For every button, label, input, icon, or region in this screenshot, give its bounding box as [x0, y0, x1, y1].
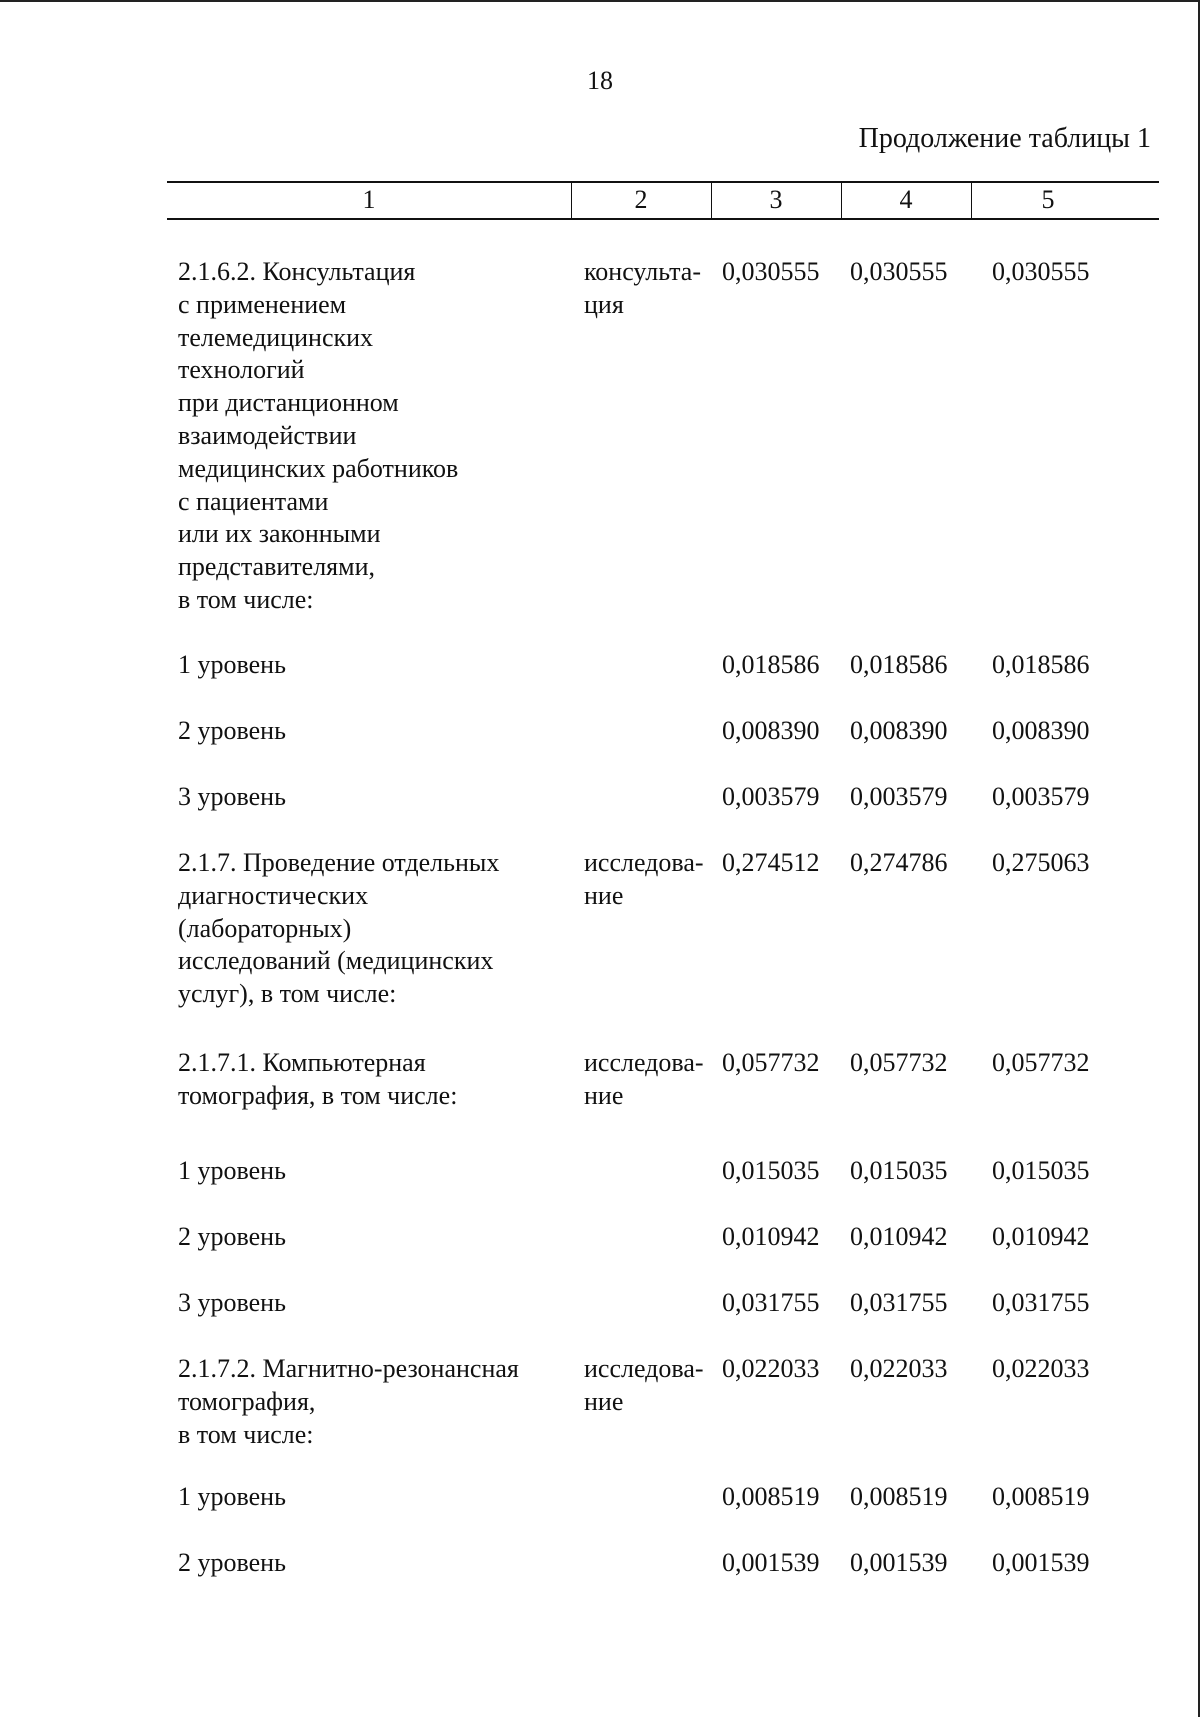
column-divider	[971, 183, 972, 218]
row-unit: исследова- ние	[584, 1354, 704, 1416]
row-value-3: 0,031755	[722, 1288, 820, 1317]
row-name: 1 уровень	[178, 1156, 286, 1185]
table-row	[167, 1221, 1159, 1287]
row-value-3: 0,015035	[722, 1156, 820, 1185]
row-value-3: 0,030555	[722, 257, 820, 286]
row-value-4: 0,008519	[850, 1482, 948, 1511]
column-header-1: 1	[362, 185, 376, 214]
row-value-4: 0,057732	[850, 1048, 948, 1077]
column-divider	[711, 183, 712, 218]
table-continuation-label: Продолжение таблицы 1	[858, 123, 1151, 154]
column-header-5: 5	[1041, 185, 1055, 214]
row-value-3: 0,008519	[722, 1482, 820, 1511]
row-value-5: 0,030555	[992, 257, 1090, 286]
row-value-4: 0,001539	[850, 1548, 948, 1577]
row-value-4: 0,031755	[850, 1288, 948, 1317]
row-value-3: 0,022033	[722, 1354, 820, 1383]
row-name: 1 уровень	[178, 650, 286, 679]
column-divider	[571, 183, 572, 218]
row-unit: исследова- ние	[584, 848, 704, 910]
row-name: 3 уровень	[178, 782, 286, 811]
row-name: 2.1.7.2. Магнитно-резонансная томография, в том числе:	[178, 1354, 519, 1449]
table-row	[167, 1155, 1159, 1221]
row-value-5: 0,057732	[992, 1048, 1090, 1077]
column-divider	[841, 183, 842, 218]
table-row	[167, 715, 1159, 781]
row-name: 2 уровень	[178, 1548, 286, 1577]
table-row	[167, 1353, 1159, 1481]
row-name: 2.1.7. Проведение отдельных диагностических (лабораторных) исследований (медицинских услуг), в том числе:	[178, 848, 500, 1009]
row-value-4: 0,274786	[850, 848, 948, 877]
table-row	[167, 256, 1159, 649]
row-value-3: 0,057732	[722, 1048, 820, 1077]
page-border-top	[0, 0, 1200, 2]
table-header-row	[167, 181, 1159, 220]
row-value-4: 0,018586	[850, 650, 948, 679]
row-name: 2 уровень	[178, 716, 286, 745]
row-unit: консульта- ция	[584, 257, 701, 319]
row-value-5: 0,008390	[992, 716, 1090, 745]
row-value-4: 0,008390	[850, 716, 948, 745]
table-body	[167, 220, 1159, 1613]
row-value-4: 0,010942	[850, 1222, 948, 1251]
row-value-3: 0,008390	[722, 716, 820, 745]
row-value-4: 0,003579	[850, 782, 948, 811]
table-row	[167, 781, 1159, 847]
column-header-3: 3	[769, 185, 783, 214]
row-name: 2 уровень	[178, 1222, 286, 1251]
row-value-3: 0,010942	[722, 1222, 820, 1251]
row-value-5: 0,022033	[992, 1354, 1090, 1383]
table-row	[167, 1547, 1159, 1613]
row-value-5: 0,010942	[992, 1222, 1090, 1251]
row-name: 1 уровень	[178, 1482, 286, 1511]
column-header-4: 4	[899, 185, 913, 214]
table-row	[167, 1287, 1159, 1353]
row-value-5: 0,018586	[992, 650, 1090, 679]
table-row	[167, 1047, 1159, 1155]
row-value-4: 0,015035	[850, 1156, 948, 1185]
row-value-4: 0,022033	[850, 1354, 948, 1383]
table-row	[167, 649, 1159, 715]
row-value-3: 0,003579	[722, 782, 820, 811]
row-value-5: 0,003579	[992, 782, 1090, 811]
row-value-3: 0,018586	[722, 650, 820, 679]
row-value-4: 0,030555	[850, 257, 948, 286]
row-name: 2.1.6.2. Консультация с применением телемедицинских технологий при дистанционном взаимодействии медицинских работников с пациентами или их законными представителями, в том числе:	[178, 257, 459, 614]
column-header-2: 2	[634, 185, 648, 214]
row-name: 3 уровень	[178, 1288, 286, 1317]
row-value-3: 0,001539	[722, 1548, 820, 1577]
table-row	[167, 847, 1159, 1047]
row-value-5: 0,031755	[992, 1288, 1090, 1317]
table-row	[167, 1481, 1159, 1547]
row-value-5: 0,001539	[992, 1548, 1090, 1577]
data-table	[167, 181, 1159, 1613]
row-unit: исследова- ние	[584, 1048, 704, 1110]
row-value-3: 0,274512	[722, 848, 820, 877]
page-number: 18	[587, 66, 613, 95]
row-value-5: 0,015035	[992, 1156, 1090, 1185]
row-name: 2.1.7.1. Компьютерная томография, в том числе:	[178, 1048, 458, 1110]
row-value-5: 0,008519	[992, 1482, 1090, 1511]
row-value-5: 0,275063	[992, 848, 1090, 877]
